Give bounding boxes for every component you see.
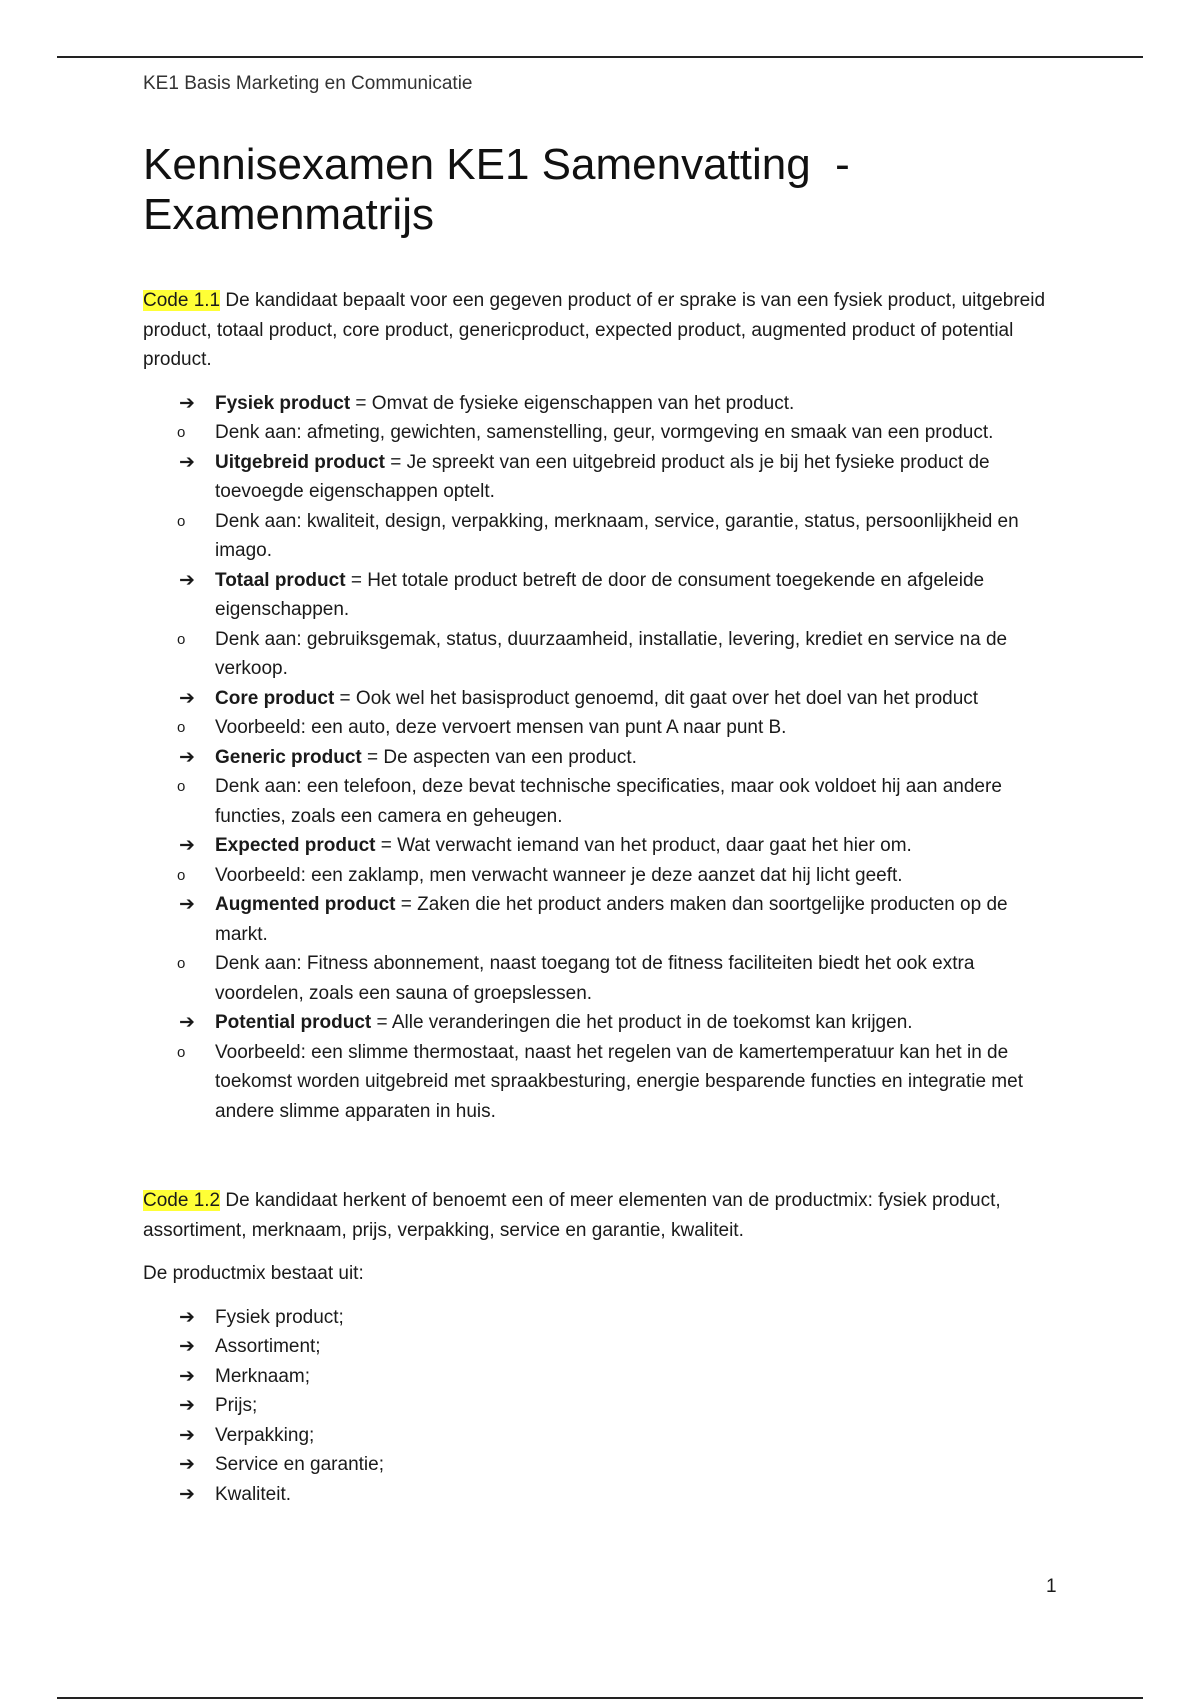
product-type-sublist xyxy=(143,418,1063,448)
product-type-definition: = Omvat de fysieke eigenschappen van het product. xyxy=(350,392,795,414)
arrow-bullet-icon: ➔ xyxy=(179,1306,195,1328)
product-type-example xyxy=(143,713,1063,743)
product-type-definition: = Alle veranderingen die het product in de toekomst kan krijgen. xyxy=(371,1012,913,1033)
bottom-rule xyxy=(57,1697,1143,1699)
productmix-item-text: Kwaliteit. xyxy=(215,1483,292,1505)
product-type-example-text: Voorbeeld: een slimme thermostaat, naast het regelen van de kamertemperatuur kan het in de toekomst worden uitgebreid met spraakbesturing, energie besparende functies en integratie met andere slimme apparaten in huis. xyxy=(215,1041,1023,1122)
product-type-definition: = De aspecten van een product. xyxy=(361,746,637,768)
section-1-intro xyxy=(143,286,1063,375)
section-2-intro xyxy=(143,1186,1063,1245)
productmix-item xyxy=(143,1332,1063,1362)
arrow-bullet-icon: ➔ xyxy=(179,1483,195,1505)
productmix-item-text: Fysiek product; xyxy=(215,1306,344,1328)
top-rule xyxy=(57,56,1143,58)
product-type-item xyxy=(143,743,1063,773)
product-type-definition: = Ook wel het basisproduct genoemd, dit gaat over het doel van het product xyxy=(334,687,979,709)
product-type-example-text: Denk aan: afmeting, gewichten, samenstelling, geur, vormgeving en smaak van een product. xyxy=(215,422,994,443)
productmix-item xyxy=(143,1303,1063,1333)
product-type-term: Fysiek product xyxy=(215,392,351,414)
circle-bullet-icon: o xyxy=(177,778,186,795)
product-types-list xyxy=(143,389,1063,1127)
product-type-sublist xyxy=(143,949,1063,1008)
product-type-example xyxy=(143,949,1063,1008)
product-type-example-text: Voorbeeld: een auto, deze vervoert mensen van punt A naar punt B. xyxy=(215,717,787,738)
product-type-example-text: Denk aan: gebruiksgemak, status, duurzaamheid, installatie, levering, krediet en service na de verkoop. xyxy=(215,628,1008,679)
arrow-bullet-icon: ➔ xyxy=(179,746,195,768)
product-type-sublist xyxy=(143,713,1063,743)
product-type-example-text: Denk aan: een telefoon, deze bevat technische specificaties, maar ook voldoet hij aan andere functies, zoals een camera en geheugen. xyxy=(215,776,1002,827)
arrow-bullet-icon: ➔ xyxy=(179,687,195,709)
arrow-bullet-icon: ➔ xyxy=(179,1424,195,1446)
productmix-item xyxy=(143,1480,1063,1510)
product-type-item xyxy=(143,389,1063,419)
productmix-item-text: Verpakking; xyxy=(215,1424,315,1446)
arrow-bullet-icon: ➔ xyxy=(179,894,195,915)
product-type-term: Potential product xyxy=(215,1012,372,1033)
circle-bullet-icon: o xyxy=(177,955,186,972)
section-2-intro-text: De kandidaat herkent of benoemt een of meer elementen van de productmix: fysiek product, assortiment, merknaam, prijs, verpakking, service en garantie, kwaliteit. xyxy=(143,1190,1001,1241)
product-type-definition: = Zaken die het product anders maken dan soortgelijke producten op de markt. xyxy=(215,894,1008,945)
page-title: Kennisexamen KE1 Samenvatting - Examenmatrijs xyxy=(143,140,850,239)
product-type-term: Expected product xyxy=(215,835,376,856)
circle-bullet-icon: o xyxy=(177,512,186,530)
arrow-bullet-icon: ➔ xyxy=(179,1395,195,1416)
productmix-item xyxy=(143,1421,1063,1451)
product-type-term: Uitgebreid product xyxy=(215,451,385,473)
productmix-list xyxy=(143,1303,1063,1510)
product-type-term: Augmented product xyxy=(215,894,396,915)
product-type-example xyxy=(143,772,1063,831)
circle-bullet-icon: o xyxy=(177,630,186,648)
circle-bullet-icon: o xyxy=(177,866,186,884)
product-type-definition: = Het totale product betreft de door de consument toegekende en afgeleide eigenschappen. xyxy=(215,569,985,620)
productmix-item-text: Merknaam; xyxy=(215,1365,311,1387)
arrow-bullet-icon: ➔ xyxy=(179,1365,195,1387)
circle-bullet-icon: o xyxy=(177,424,186,441)
arrow-bullet-icon: ➔ xyxy=(179,451,195,473)
product-type-sublist xyxy=(143,1038,1063,1127)
arrow-bullet-icon: ➔ xyxy=(179,392,195,414)
arrow-bullet-icon: ➔ xyxy=(179,1012,195,1033)
product-type-example-text: Voorbeeld: een zaklamp, men verwacht wanneer je deze aanzet dat hij licht geeft. xyxy=(215,864,903,886)
product-type-example xyxy=(143,1038,1063,1127)
product-type-item xyxy=(143,831,1063,861)
product-type-example xyxy=(143,418,1063,448)
circle-bullet-icon: o xyxy=(177,719,186,736)
product-type-example xyxy=(143,861,1063,891)
productmix-item-text: Prijs; xyxy=(215,1395,258,1416)
arrow-bullet-icon: ➔ xyxy=(179,569,195,591)
document-body xyxy=(143,140,1063,1509)
productmix-lead: De productmix bestaat uit: xyxy=(143,1263,364,1284)
arrow-bullet-icon: ➔ xyxy=(179,835,195,856)
arrow-bullet-icon: ➔ xyxy=(179,1336,195,1357)
page-number: 1 xyxy=(1046,1576,1057,1597)
code-1-1-highlight: Code 1.1 xyxy=(143,290,221,311)
productmix-item xyxy=(143,1362,1063,1392)
product-type-example xyxy=(143,507,1063,566)
product-type-sublist xyxy=(143,772,1063,831)
product-type-term: Totaal product xyxy=(215,569,346,591)
product-type-term: Core product xyxy=(215,687,335,709)
productmix-item-text: Service en garantie; xyxy=(215,1454,384,1475)
product-type-item xyxy=(143,566,1063,625)
arrow-bullet-icon: ➔ xyxy=(179,1454,195,1475)
product-type-term: Generic product xyxy=(215,746,362,768)
product-type-item xyxy=(143,1008,1063,1038)
product-type-sublist xyxy=(143,507,1063,566)
code-1-2-highlight: Code 1.2 xyxy=(143,1190,221,1211)
product-type-sublist xyxy=(143,861,1063,891)
product-type-item xyxy=(143,890,1063,949)
product-type-sublist xyxy=(143,625,1063,684)
section-1-intro-text: De kandidaat bepaalt voor een gegeven product of er sprake is van een fysiek product, uitgebreid product, totaal product, core product, genericproduct, expected product, augmented product of potential product. xyxy=(143,290,1046,370)
product-type-definition: = Wat verwacht iemand van het product, daar gaat het hier om. xyxy=(375,835,912,856)
product-type-item xyxy=(143,684,1063,714)
circle-bullet-icon: o xyxy=(177,1043,186,1061)
product-type-example-text: Denk aan: Fitness abonnement, naast toegang tot de fitness faciliteiten biedt het ook extra voordelen, zoals een sauna of groepslessen. xyxy=(215,953,975,1004)
product-type-example xyxy=(143,625,1063,684)
productmix-item-text: Assortiment; xyxy=(215,1336,321,1357)
product-type-item xyxy=(143,448,1063,507)
productmix-item xyxy=(143,1391,1063,1421)
productmix-item xyxy=(143,1450,1063,1480)
running-header: KE1 Basis Marketing en Communicatie xyxy=(143,73,473,94)
product-type-definition: = Je spreekt van een uitgebreid product als je bij het fysieke product de toevoegde eigenschappen optelt. xyxy=(215,451,990,502)
product-type-example-text: Denk aan: kwaliteit, design, verpakking, merknaam, service, garantie, status, persoonlijkheid en imago. xyxy=(215,510,1019,561)
